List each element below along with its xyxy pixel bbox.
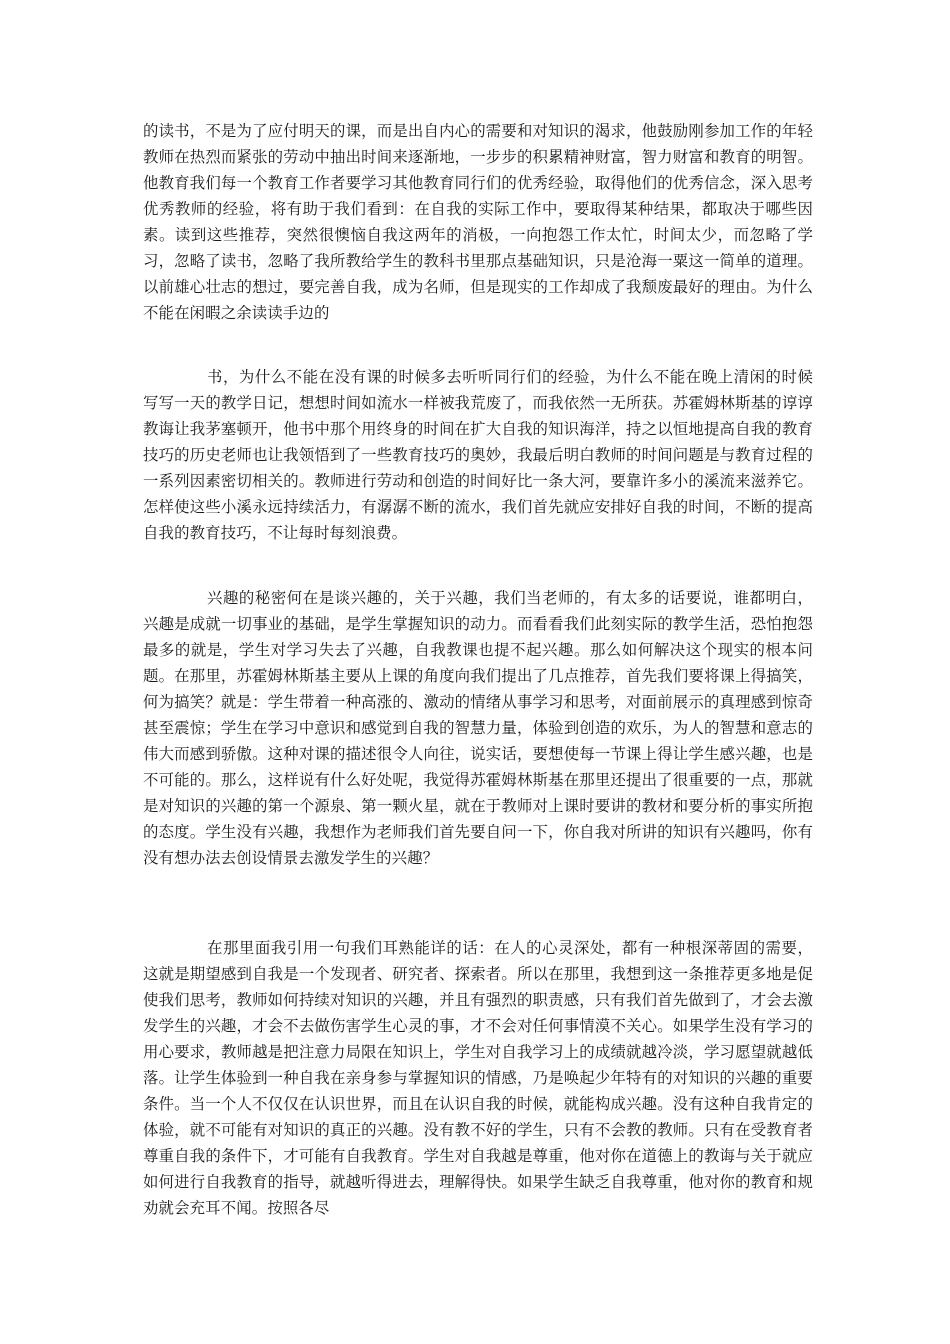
paragraph-3: 兴趣的秘密何在是谈兴趣的，关于兴趣，我们当老师的，有太多的话要说，谁都明白，兴趣是成就一切事业的基础，是学生掌握知识的动力。而看看我们此刻实际的教学生活，恐怕抱怨最多的就是，学生对学习失去了兴趣，自我教课也提不起兴趣。那么如何解决这个现实的根本问题。在那里，苏霍姆林斯基主要从上课的角度向我们提出了几点推荐，首先我们要将课上得搞笑，何为搞笑？就是：学生带着一种高涨的、激动的情绪从事学习和思考，对面前展示的真理感到惊奇甚至震惊；学生在学习中意识和感觉到自我的智慧力量，体验到创造的欢乐，为人的智慧和意志的伟大而感到骄傲。这种对课的描述很令人向往，说实话，要想使每一节课上得让学生感兴趣，也是不可能的。那么，这样说有什么好处呢，我觉得苏霍姆林斯基在那里还提出了很重要的一点，那就是对知识的兴趣的第一个源泉、第一颗火星，就在于教师对上课时要讲的教材和要分析的事实所抱的态度。学生没有兴趣，我想作为老师我们首先要自问一下，你自我对所讲的知识有兴趣吗，你有没有想办法去创设情景去激发学生的兴趣？ [143,589,813,867]
paragraph-4: 在那里面我引用一句我们耳熟能详的话：在人的心灵深处，都有一种根深蒂固的需要，这就是期望感到自我是一个发现者、研究者、探索者。所以在那里，我想到这一条推荐更多地是促使我们思考，教师如何持续对知识的兴趣，并且有强烈的职责感，只有我们首先做到了，才会去激发学生的兴趣，才会不去做伤害学生心灵的事，才不会对任何事情漠不关心。如果学生没有学习的用心要求，教师越是把注意力局限在知识上，学生对自我学习上的成绩就越冷淡，学习愿望就越低落。让学生体验到一种自我在亲身参与掌握知识的情感，乃是唤起少年特有的对知识的兴趣的重要条件。当一个人不仅仅在认识世界，而且在认识自我的时候，就能构成兴趣。没有这种自我肯定的体验，就不可能有对知识的真正的兴趣。没有教不好的学生，只有不会教的教师。只有在受教育者尊重自我的条件下，才可能有自我教育。学生对自我越是尊重，他对你在道德上的教诲与关于就应如何进行自我教育的指导，就越听得进去，理解得快。如果学生缺乏自我尊重，他对你的教育和规劝就会充耳不闻。按照各尽 [143,939,813,1217]
paragraph-1: 的读书，不是为了应付明天的课，而是出自内心的需要和对知识的渴求，他鼓励刚参加工作的年轻教师在热烈而紧张的劳动中抽出时间来逐渐地，一步步的积累精神财富，智力财富和教育的明智。他教育我们每一个教育工作者要学习其他教育同行们的优秀经验，取得他们的优秀信念，深入思考优秀教师的经验，将有助于我们看到：在自我的实际工作中，要取得某种结果，都取决于哪些因素。读到这些推荐，突然很懊恼自我这两年的消极，一向抱怨工作太忙，时间太少，而忽略了学习，忽略了读书，忽略了我所教给学生的教科书里那点基础知识，只是沧海一粟这一简单的道理。以前雄心壮志的想过，要完善自我，成为名师，但是现实的工作却成了我颓废最好的理由。为什么不能在闲暇之余读读手边的 [143,122,813,322]
paragraph-2: 书，为什么不能在没有课的时候多去听听同行们的经验，为什么不能在晚上清闲的时候写写一天的教学日记，想想时间如流水一样被我荒废了，而我依然一无所获。苏霍姆林斯基的谆谆教诲让我茅塞顿开，他书中那个用终身的时间在扩大自我的知识海洋，持之以恒地提高自我的教育技巧的历史老师也让我领悟到了一些教育技巧的奥妙，我最后明白教师的时间问题是与教育过程的一系列因素密切相关的。教师进行劳动和创造的时间好比一条大河，要靠许多小的溪流来滋养它。怎样使这些小溪永远持续活力，有潺潺不断的流水，我们首先就应安排好自我的时间，不断的提高自我的教育技巧，不让每时每刻浪费。 [143,368,813,542]
